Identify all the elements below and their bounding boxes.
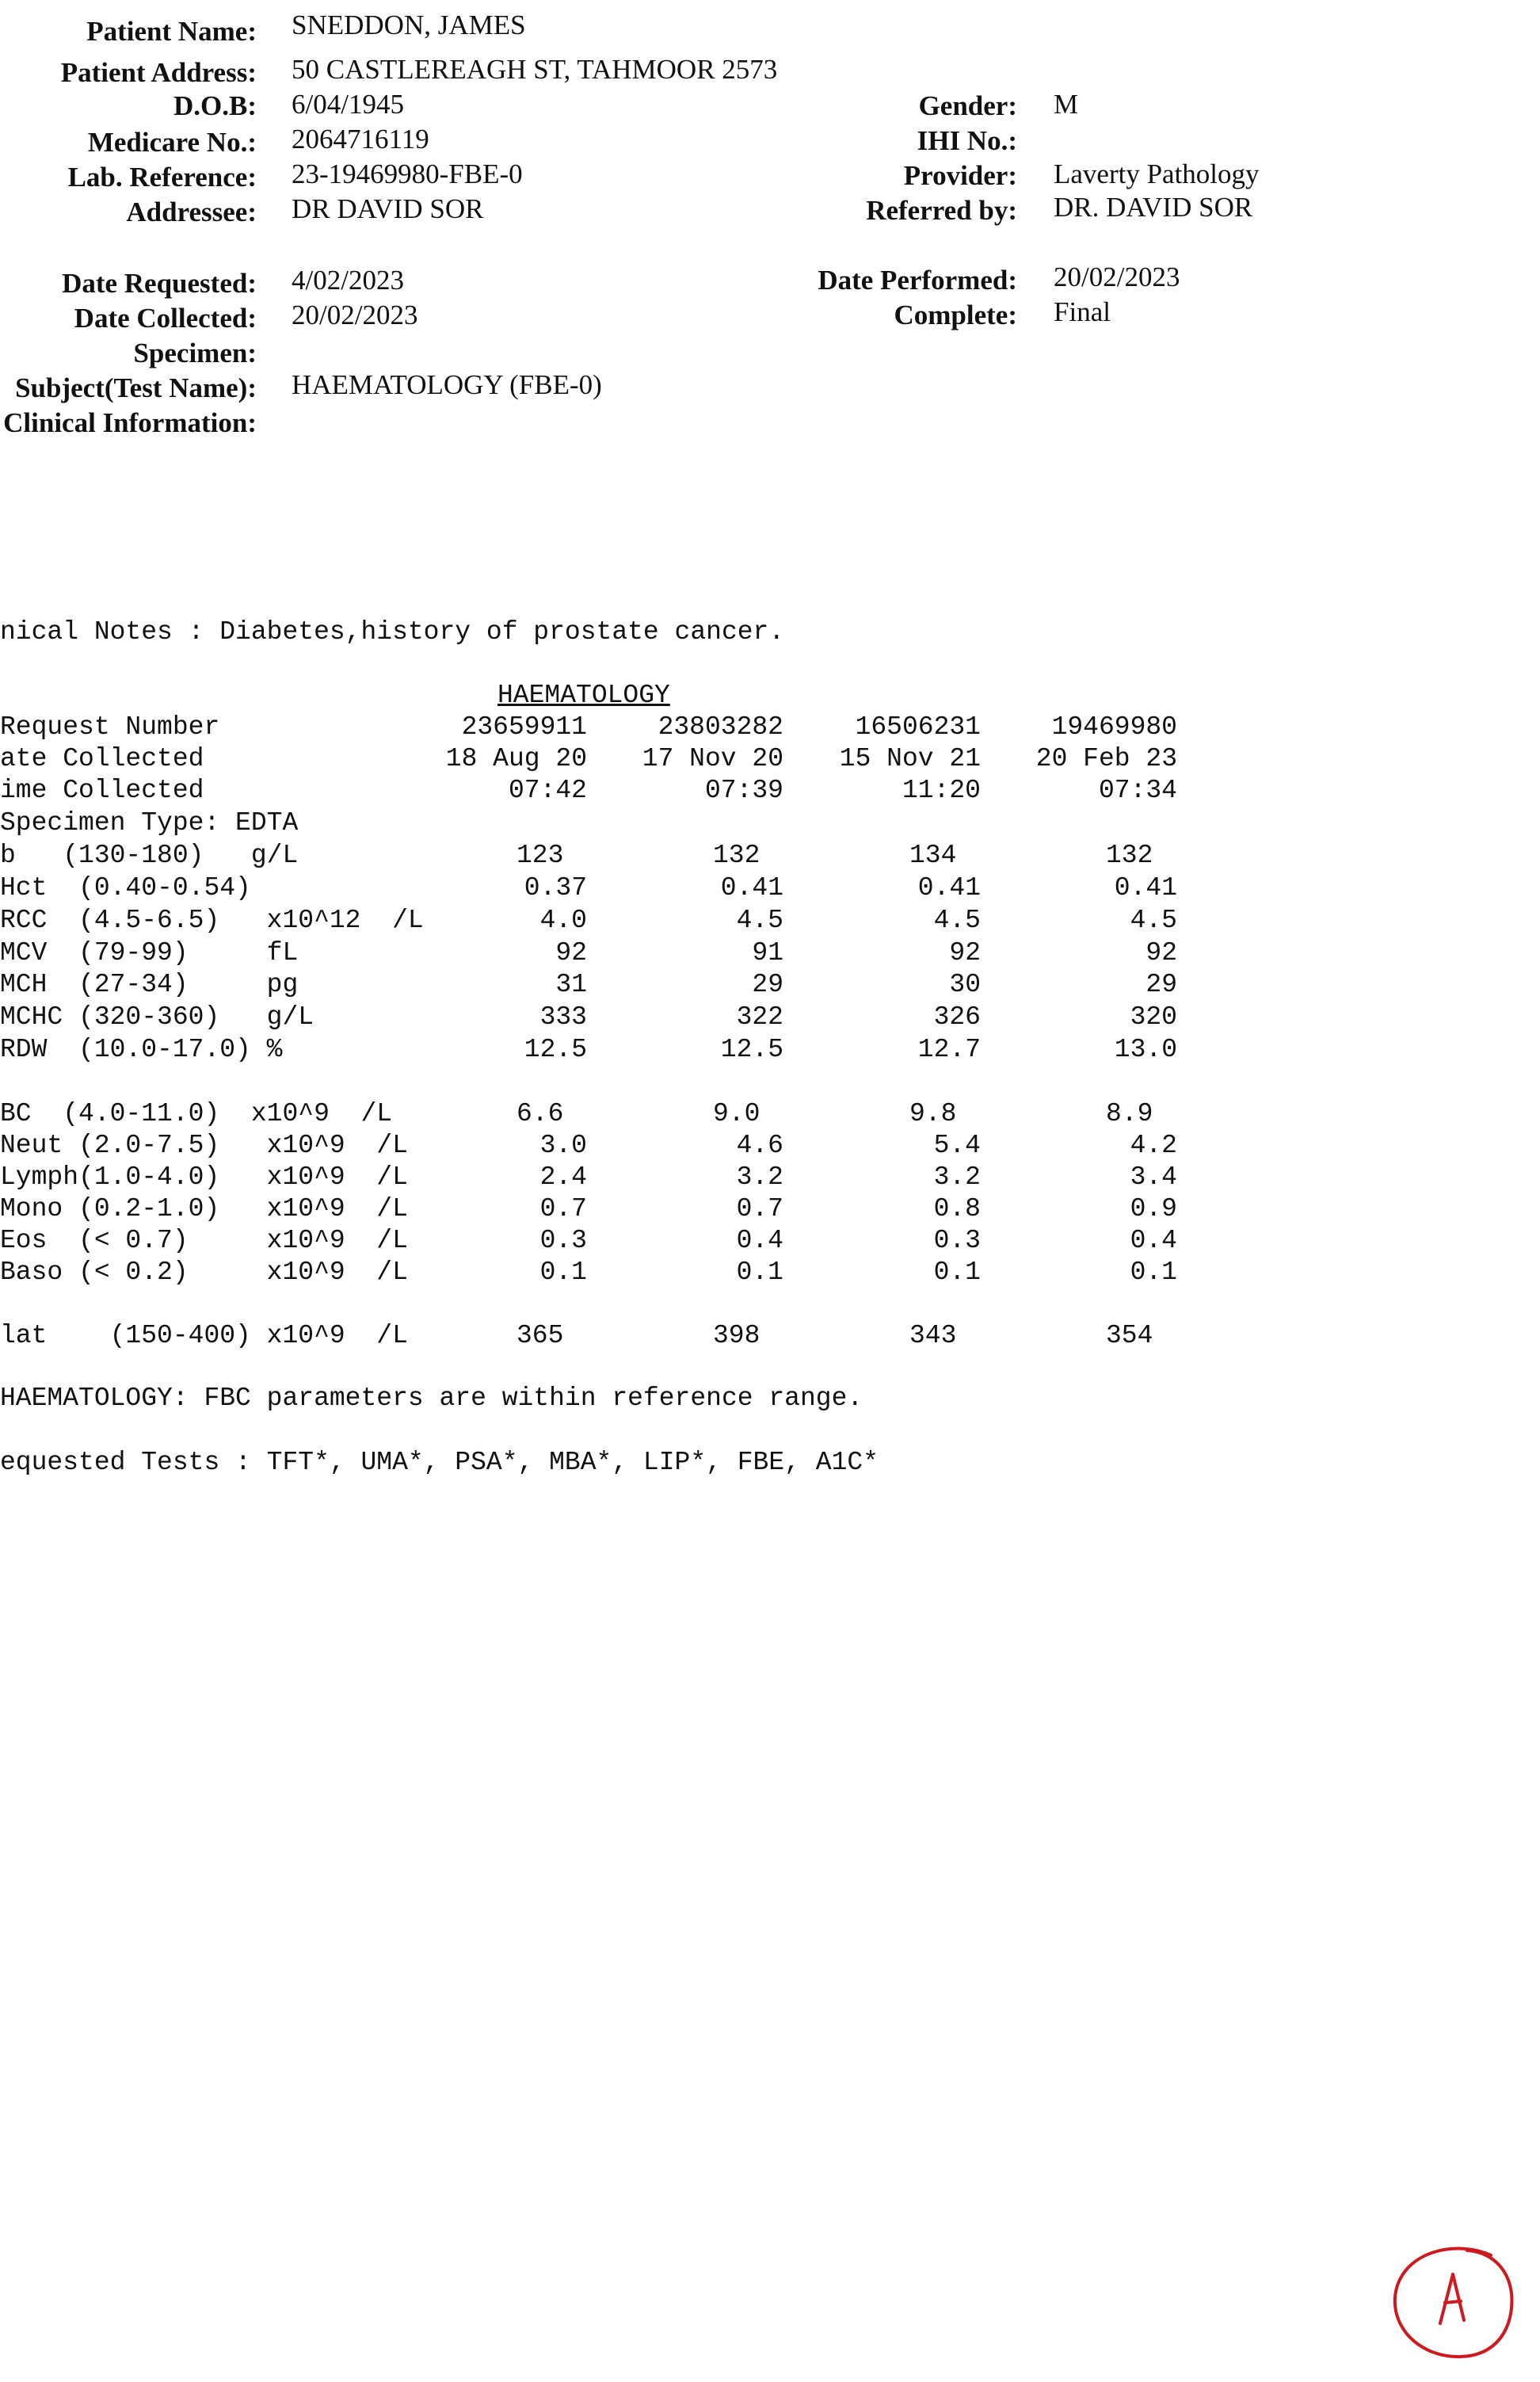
lab-ref-label: Lab. Reference: [67, 162, 257, 193]
patient-name-label: Patient Name: [86, 16, 257, 47]
provider-label: Provider: [903, 160, 1017, 191]
ihi-label: IHI No.: [917, 125, 1017, 156]
result-value: 92 [555, 938, 587, 968]
result-value: 354 [1106, 1321, 1153, 1350]
result-value: 9.8 [909, 1099, 957, 1128]
result-value: 0.41 [720, 873, 783, 903]
collection-time: 11:20 [902, 776, 981, 805]
complete-label: Complete: [894, 300, 1017, 330]
result-value: 0.9 [1130, 1194, 1177, 1223]
request-number: 23803282 [658, 712, 783, 742]
collection-date: 20 Feb 23 [1035, 744, 1177, 773]
result-value: 91 [752, 938, 783, 968]
result-value: 4.5 [1130, 906, 1177, 935]
request-number: 19469980 [1051, 712, 1177, 742]
result-value: 4.5 [736, 906, 783, 935]
subject: HAEMATOLOGY (FBE-0) [292, 369, 602, 400]
time-collected-row-label: ime Collected [0, 776, 204, 805]
clinical-notes: nical Notes : Diabetes,history of prostate cancer. [0, 617, 785, 647]
collection-time: 07:42 [508, 776, 587, 805]
result-value: 4.6 [736, 1131, 783, 1160]
result-value: 3.4 [1130, 1162, 1177, 1192]
result-value: 0.3 [933, 1226, 981, 1255]
result-value: 132 [1106, 841, 1153, 870]
result-value: 3.2 [736, 1162, 783, 1192]
subject-label: Subject(Test Name): [15, 372, 257, 403]
date-performed: 20/02/2023 [1054, 261, 1180, 292]
result-value: 3.2 [933, 1162, 981, 1192]
result-value: 0.4 [1130, 1226, 1177, 1255]
referred: DR. DAVID SOR [1054, 192, 1253, 223]
specimen-type: Specimen Type: EDTA [0, 808, 299, 838]
result-value: 0.37 [524, 873, 587, 903]
result-value: 333 [539, 1002, 587, 1032]
result-value: 0.1 [736, 1258, 783, 1287]
date-requested-label: Date Requested: [62, 268, 257, 299]
request-number: 23659911 [461, 712, 587, 742]
result-value: 322 [736, 1002, 783, 1032]
result-value: 4.0 [539, 906, 587, 935]
collection-date: 17 Nov 20 [642, 744, 783, 773]
test-label: RDW (10.0-17.0) % [0, 1035, 283, 1064]
result-value: 132 [713, 841, 760, 870]
test-label: RCC (4.5-6.5) x10^12 /L [0, 906, 424, 935]
collection-time: 07:39 [704, 776, 783, 805]
collection-date: 15 Nov 21 [839, 744, 981, 773]
lab-ref: 23-19469980-FBE-0 [292, 158, 523, 189]
test-label: Baso (< 0.2) x10^9 /L [0, 1258, 408, 1287]
result-value: 365 [517, 1321, 564, 1350]
result-value: 0.41 [917, 873, 981, 903]
test-label: Mono (0.2-1.0) x10^9 /L [0, 1194, 408, 1223]
date-collected-row-label: ate Collected [0, 744, 204, 773]
circled-a-icon [1388, 2244, 1518, 2361]
date-performed-label: Date Performed: [818, 265, 1017, 296]
specimen-label: Specimen: [133, 338, 257, 368]
handwritten-circle-mark [1388, 2244, 1518, 2361]
patient-address: 50 CASTLEREAGH ST, TAHMOOR 2573 [292, 54, 778, 85]
test-label: MCH (27-34) pg [0, 970, 299, 999]
provider: Laverty Pathology [1054, 158, 1260, 189]
result-value: 3.0 [539, 1131, 587, 1160]
dob: 6/04/1945 [292, 89, 404, 120]
addressee: DR DAVID SOR [292, 193, 484, 224]
result-value: 326 [933, 1002, 981, 1032]
test-label: MCV (79-99) fL [0, 938, 299, 968]
result-value: 13.0 [1114, 1035, 1177, 1064]
result-value: 9.0 [713, 1099, 760, 1128]
date-collected: 20/02/2023 [292, 300, 418, 330]
result-value: 92 [1145, 938, 1177, 968]
result-value: 123 [517, 841, 564, 870]
result-value: 2.4 [539, 1162, 587, 1192]
result-value: 92 [949, 938, 981, 968]
dob-label: D.O.B: [173, 90, 257, 121]
result-value: 4.5 [933, 906, 981, 935]
result-value: 0.7 [736, 1194, 783, 1223]
requested-tests: equested Tests : TFT*, UMA*, PSA*, MBA*, LIP*, FBE, A1C* [0, 1448, 879, 1477]
date-requested: 4/02/2023 [292, 265, 404, 296]
result-value: 12.5 [524, 1035, 587, 1064]
result-value: 29 [752, 970, 783, 999]
result-value: 0.7 [539, 1194, 587, 1223]
result-value: 320 [1130, 1002, 1177, 1032]
result-value: 0.1 [1130, 1258, 1177, 1287]
test-label: Lymph(1.0-4.0) x10^9 /L [0, 1162, 408, 1192]
result-value: 4.2 [1130, 1131, 1177, 1160]
test-label: BC (4.0-11.0) x10^9 /L [0, 1099, 393, 1128]
complete: Final [1054, 296, 1111, 327]
test-label: Neut (2.0-7.5) x10^9 /L [0, 1131, 408, 1160]
medicare: 2064716119 [292, 124, 429, 155]
result-value: 0.1 [933, 1258, 981, 1287]
result-value: 12.5 [720, 1035, 783, 1064]
collection-time: 07:34 [1098, 776, 1177, 805]
test-label: MCHC (320-360) g/L [0, 1002, 314, 1032]
section-title: HAEMATOLOGY [497, 681, 670, 710]
test-label: Hct (0.40-0.54) [0, 873, 251, 903]
date-collected-label: Date Collected: [74, 303, 257, 334]
result-value: 31 [555, 970, 587, 999]
result-value: 398 [713, 1321, 760, 1350]
collection-date: 18 Aug 20 [445, 744, 587, 773]
result-value: 0.1 [539, 1258, 587, 1287]
result-value: 30 [949, 970, 981, 999]
result-value: 0.3 [539, 1226, 587, 1255]
patient-name: SNEDDON, JAMES [292, 10, 526, 40]
result-value: 0.4 [736, 1226, 783, 1255]
gender: M [1054, 89, 1079, 120]
result-value: 8.9 [1106, 1099, 1153, 1128]
result-value: 6.6 [517, 1099, 564, 1128]
test-label: lat (150-400) x10^9 /L [0, 1321, 408, 1350]
result-value: 0.41 [1114, 873, 1177, 903]
request-number-label: Request Number [0, 712, 220, 742]
addressee-label: Addressee: [126, 197, 257, 227]
clinical-info-label: Clinical Information: [3, 407, 257, 438]
result-value: 12.7 [917, 1035, 981, 1064]
report-comment: HAEMATOLOGY: FBC parameters are within reference range. [0, 1384, 863, 1413]
request-number: 16506231 [855, 712, 981, 742]
result-value: 5.4 [933, 1131, 981, 1160]
medicare-label: Medicare No.: [87, 127, 257, 158]
result-value: 0.8 [933, 1194, 981, 1223]
gender-label: Gender: [918, 90, 1017, 121]
test-label: b (130-180) g/L [0, 841, 299, 870]
result-value: 29 [1145, 970, 1177, 999]
result-value: 343 [909, 1321, 957, 1350]
patient-address-label: Patient Address: [60, 57, 257, 88]
test-label: Eos (< 0.7) x10^9 /L [0, 1226, 408, 1255]
result-value: 134 [909, 841, 957, 870]
referred-label: Referred by: [866, 195, 1017, 226]
